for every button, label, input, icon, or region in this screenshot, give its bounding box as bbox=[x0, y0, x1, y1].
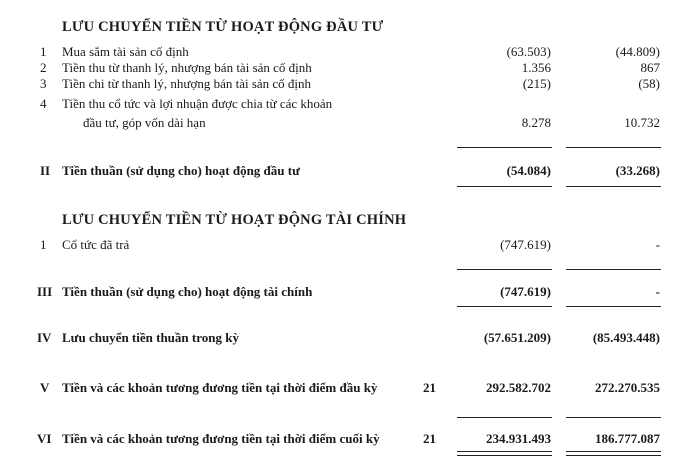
investing-total-rule-prior bbox=[566, 186, 661, 187]
summary-iv-prior: (85.493.448) bbox=[592, 330, 660, 345]
financing-total-current: (747.619) bbox=[500, 284, 551, 299]
investing-item-1-prior: (44.809) bbox=[615, 44, 660, 59]
summary-iv-label: Lưu chuyển tiền thuần trong kỳ bbox=[62, 330, 239, 345]
investing-item-2-label: Tiền thu từ thanh lý, nhượng bán tài sản cố định bbox=[62, 60, 312, 75]
financing-item-1-label: Cổ tức đã trả bbox=[62, 237, 130, 252]
investing-subtotal-rule-prior bbox=[566, 147, 661, 148]
investing-item-4-prior: 10.732 bbox=[624, 115, 660, 130]
summary-v-current: 292.582.702 bbox=[486, 380, 551, 395]
investing-item-3-label: Tiền chi từ thanh lý, nhượng bán tài sản cố định bbox=[62, 76, 312, 91]
investing-item-2-current: 1.356 bbox=[521, 60, 551, 75]
investing-item-2-no: 2 bbox=[40, 60, 47, 75]
financing-item-1-no: 1 bbox=[40, 237, 47, 252]
financing-section-title: LƯU CHUYỂN TIỀN TỪ HOẠT ĐỘNG TÀI CHÍNH bbox=[62, 212, 407, 228]
investing-item-3-prior: (58) bbox=[638, 76, 660, 91]
summary-vi-note: 21 bbox=[423, 431, 436, 446]
summary-vi-no: VI bbox=[37, 431, 52, 446]
financing-item-1-current: (747.619) bbox=[500, 237, 551, 252]
summary-v-prior: 272.270.535 bbox=[595, 380, 660, 395]
financing-total-label: Tiền thuần (sử dụng cho) hoạt động tài chính bbox=[62, 284, 313, 299]
financing-total-prior: - bbox=[655, 284, 660, 299]
investing-section-title: LƯU CHUYỂN TIỀN TỪ HOẠT ĐỘNG ĐẦU TƯ bbox=[62, 19, 384, 35]
summary-rule-prior bbox=[566, 417, 661, 418]
financing-total-rule-current bbox=[457, 306, 552, 307]
financing-subtotal-rule-prior bbox=[566, 269, 661, 270]
summary-iv-current: (57.651.209) bbox=[483, 330, 551, 345]
investing-subtotal-rule-current bbox=[457, 147, 552, 148]
investing-item-1-label: Mua sắm tài sản cố định bbox=[62, 44, 189, 59]
investing-item-3-current: (215) bbox=[522, 76, 551, 91]
investing-item-1-current: (63.503) bbox=[506, 44, 551, 59]
investing-item-3-no: 3 bbox=[40, 76, 47, 91]
investing-total-label: Tiền thuần (sử dụng cho) hoạt động đầu tư bbox=[62, 163, 300, 178]
investing-item-4-current: 8.278 bbox=[521, 115, 551, 130]
summary-rule-current bbox=[457, 417, 552, 418]
financing-total-rule-prior bbox=[566, 306, 661, 307]
investing-item-1-no: 1 bbox=[40, 44, 47, 59]
investing-total-no: II bbox=[40, 163, 51, 178]
summary-v-note: 21 bbox=[423, 380, 436, 395]
financing-item-1-prior: - bbox=[655, 237, 660, 252]
investing-total-rule-current bbox=[457, 186, 552, 187]
investing-item-4-no: 4 bbox=[40, 96, 47, 111]
summary-vi-current: 234.931.493 bbox=[486, 431, 551, 446]
summary-v-no: V bbox=[40, 380, 50, 395]
investing-total-prior: (33.268) bbox=[615, 163, 660, 178]
final-double-rule-prior bbox=[566, 451, 661, 456]
summary-vi-prior: 186.777.087 bbox=[595, 431, 660, 446]
investing-total-current: (54.084) bbox=[506, 163, 551, 178]
summary-vi-label: Tiền và các khoản tương đương tiền tại thời điểm cuối kỳ bbox=[62, 431, 380, 446]
final-double-rule-current bbox=[457, 451, 552, 456]
investing-item-4-label-cont: đầu tư, góp vốn dài hạn bbox=[83, 115, 206, 130]
summary-v-label: Tiền và các khoản tương đương tiền tại thời điểm đầu kỳ bbox=[62, 380, 378, 395]
financing-total-no: III bbox=[37, 284, 53, 299]
summary-iv-no: IV bbox=[37, 330, 52, 345]
financing-subtotal-rule-current bbox=[457, 269, 552, 270]
investing-item-4-label: Tiền thu cổ tức và lợi nhuận được chia từ các khoản bbox=[62, 96, 333, 111]
investing-item-2-prior: 867 bbox=[640, 60, 660, 75]
